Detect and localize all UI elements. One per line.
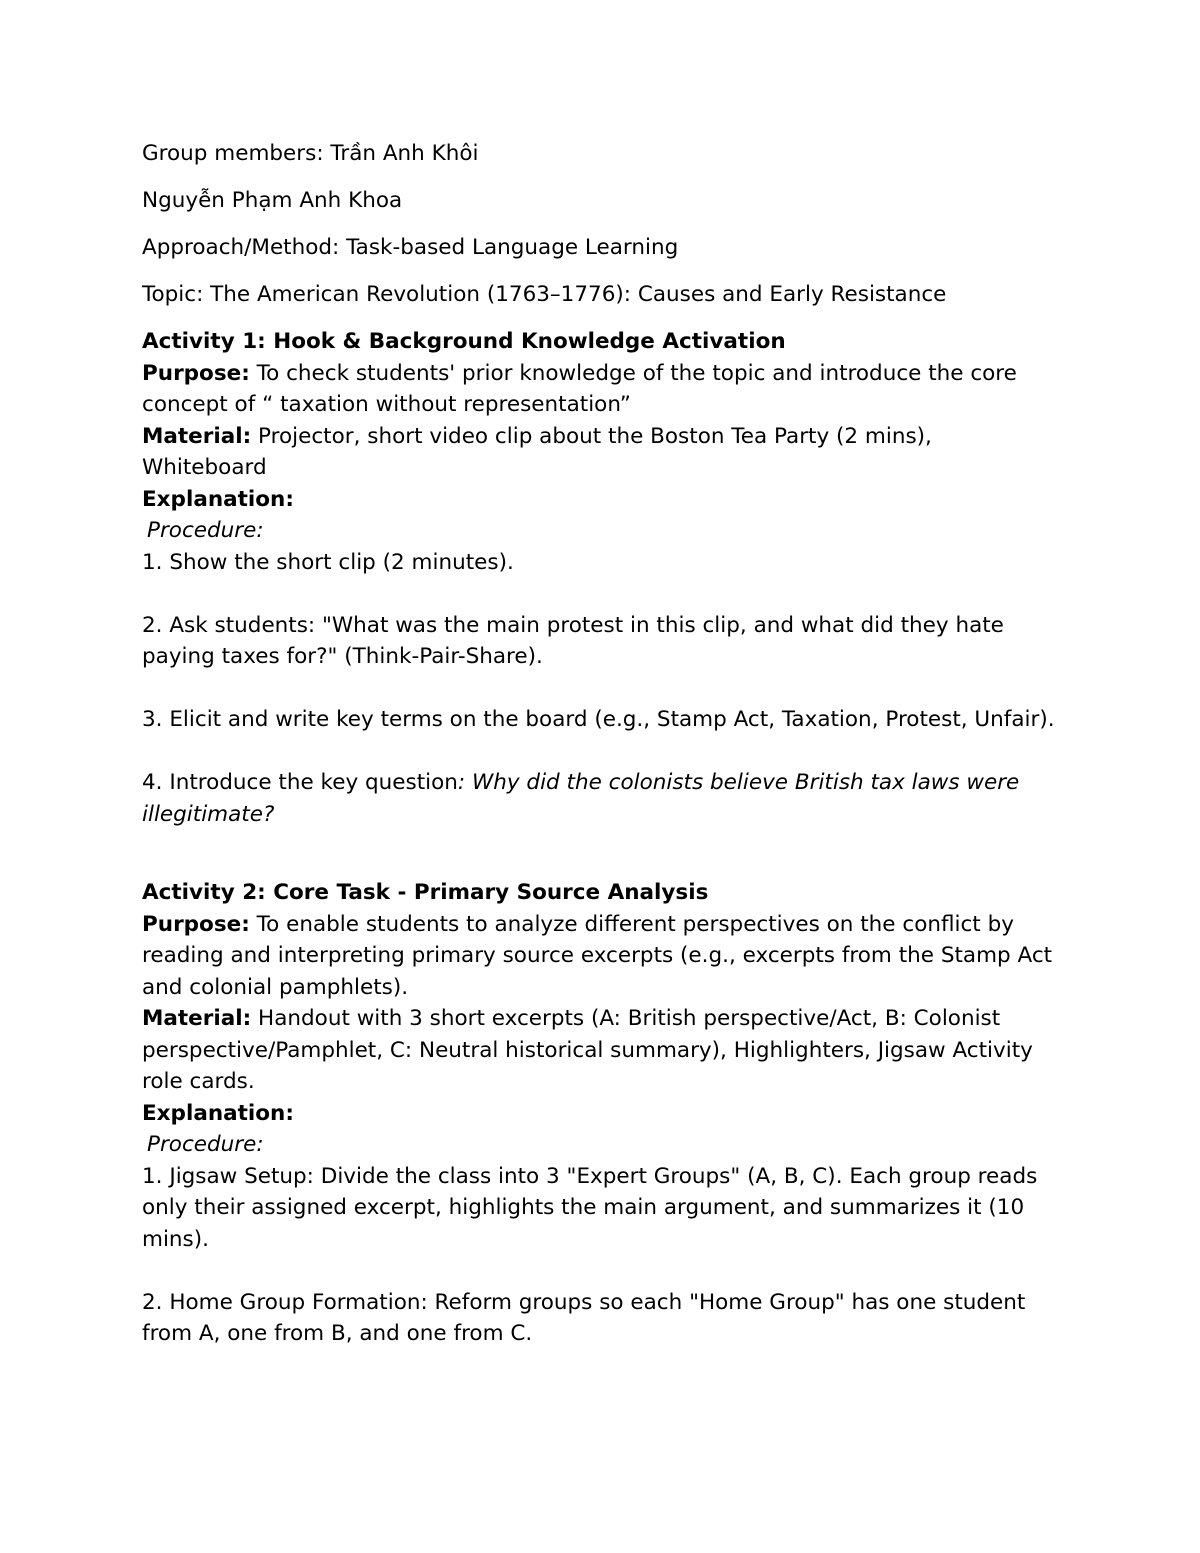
material-text: Projector, short video clip about the Boston Tea Party (2 mins), Whiteboard (142, 423, 932, 480)
activity-1-section (142, 326, 1062, 830)
purpose-text: To check students' prior knowledge of the topic and introduce the core concept of “ taxation without representation” (142, 360, 1017, 417)
activity-1-title: Activity 1: Hook & Background Knowledge Activation (142, 329, 786, 354)
activity-1-material (142, 421, 1062, 484)
topic-line: Topic: The American Revolution (1763–1776): Causes and Early Resistance (142, 282, 947, 307)
activity-1-step-2: 2. Ask students: "What was the main protest in this clip, and what did they hate paying taxes for?" (Think-Pair-Share). (142, 612, 1004, 669)
document-page (142, 138, 1062, 1350)
activity-1-step-1: 1. Show the short clip (2 minutes). (142, 549, 514, 575)
activity-1-step-3: 3. Elicit and write key terms on the board (e.g., Stamp Act, Taxation, Protest, Unfair). (142, 707, 1055, 732)
activity-1-explanation-label: Explanation: (142, 486, 294, 512)
material-label: Material: (142, 1006, 252, 1031)
approach-line: Approach/Method: Task-based Language Learning (142, 235, 679, 260)
activity-2-procedure-label: Procedure: (147, 1132, 264, 1157)
material-text: Handout with 3 short excerpts (A: British perspective/Act, B: Colonist perspective/Pamphlet, C: Neutral historical summary), Highlighters, Jigsaw Activity role cards. (142, 1006, 1033, 1094)
step-4-text: 4. Introduce the key question (142, 770, 458, 795)
material-label: Material: (142, 423, 252, 449)
activity-1-procedure-label: Procedure: (147, 518, 264, 543)
activity-2-material (142, 1003, 1062, 1098)
activity-2-explanation-label: Explanation: (142, 1100, 294, 1126)
activity-2-title: Activity 2: Core Task - Primary Source Analysis (142, 880, 709, 905)
purpose-text: To enable students to analyze different perspectives on the conflict by reading and interpreting primary source excerpts (e.g., excerpts from the Stamp Act and colonial pamphlets). (142, 911, 1053, 1000)
activity-2-purpose (142, 909, 1062, 1004)
activity-2-step-1: 1. Jigsaw Setup: Divide the class into 3 "Expert Groups" (A, B, C). Each group reads only their assigned excerpt, highlights the main argument, and summarizes it (10 mins). (142, 1163, 1038, 1252)
purpose-label: Purpose: (142, 360, 250, 386)
activity-2-section (142, 877, 1062, 1350)
group-members-line: Group members: Trần Anh Khôi (142, 141, 479, 166)
member-name-line: Nguyễn Phạm Anh Khoa (142, 188, 403, 213)
purpose-label: Purpose: (142, 911, 250, 937)
key-question: : Why did the colonists believe British tax laws were illegitimate? (142, 770, 1020, 827)
activity-2-step-2: 2. Home Group Formation: Reform groups so each "Home Group" has one student from A, one from B, and one from C. (142, 1289, 1026, 1346)
activity-1-purpose (142, 358, 1062, 421)
activity-1-step-4 (142, 767, 1062, 830)
